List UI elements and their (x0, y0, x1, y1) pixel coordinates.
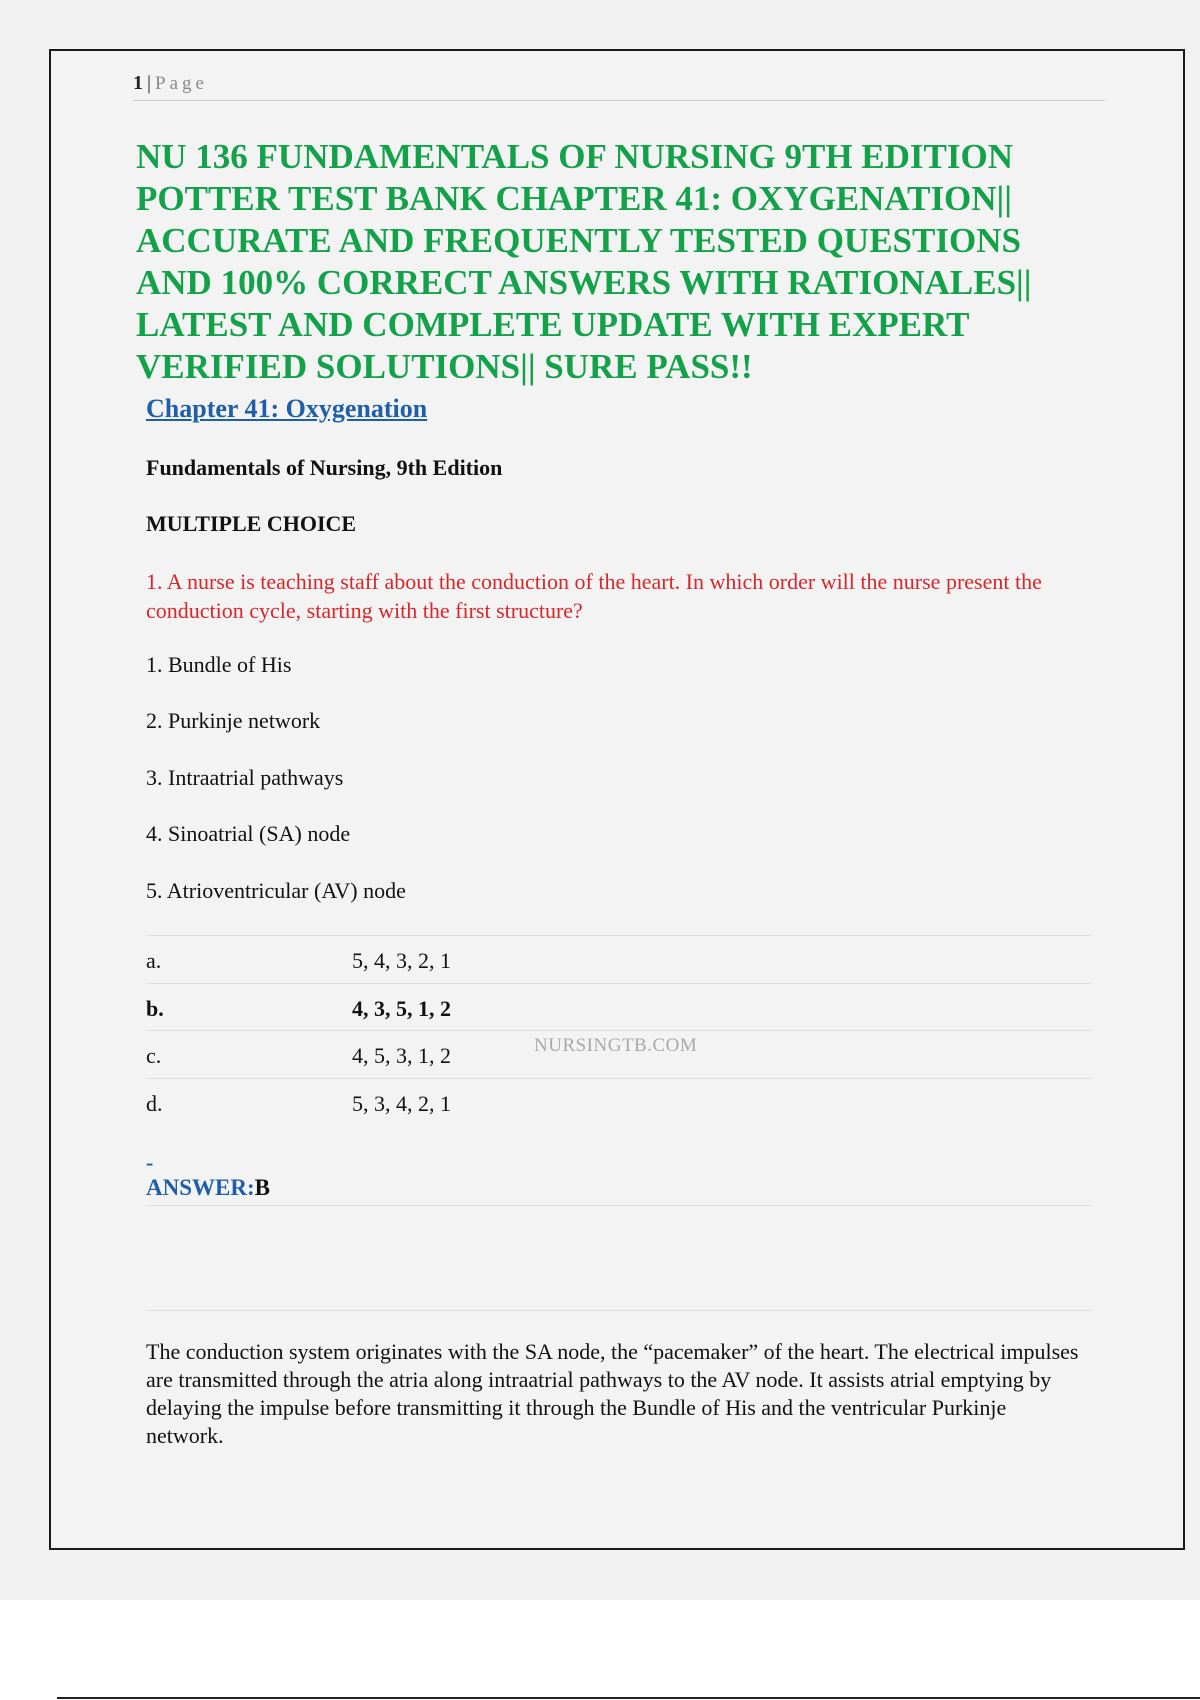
page-label: Page (155, 73, 208, 94)
book-title: Fundamentals of Nursing, 9th Edition (146, 455, 503, 480)
answer-choice-b[interactable] (146, 983, 1091, 1031)
page-number: 1 (133, 72, 143, 94)
choice-value: 5, 3, 4, 2, 1 (352, 1091, 451, 1116)
page-bottom-rule (57, 1697, 1200, 1699)
answer-choice-a[interactable] (146, 935, 1091, 983)
choice-letter: d. (146, 1091, 163, 1116)
choice-letter: c. (146, 1043, 162, 1068)
divider (146, 1205, 1091, 1206)
choice-letter: a. (146, 948, 162, 973)
divider (146, 1310, 1091, 1311)
chapter-link[interactable]: Chapter 41: Oxygenation (146, 394, 428, 423)
answer-label: ANSWER: (146, 1175, 255, 1200)
page-header (133, 72, 1105, 101)
choice-value: 4, 3, 5, 1, 2 (352, 996, 451, 1021)
choice-value: 4, 5, 3, 1, 2 (352, 1043, 451, 1068)
list-item: 3. Intraatrial pathways (146, 765, 344, 790)
answer-choice-d[interactable] (146, 1078, 1091, 1126)
question-text: 1. A nurse is teaching staff about the conduction of the heart. In which order will the nurse present the conduction cycle, starting with the first structure? (146, 569, 1042, 623)
list-item: 4. Sinoatrial (SA) node (146, 821, 351, 846)
list-item: 5. Atrioventricular (AV) node (146, 878, 406, 903)
answer-dash: - (146, 1150, 154, 1175)
watermark: NURSINGTB.COM (534, 1035, 698, 1056)
page-separator: | (147, 72, 152, 94)
choice-value: 5, 4, 3, 2, 1 (352, 948, 451, 973)
rationale-text: The conduction system originates with the SA node, the “pacemaker” of the heart. The electrical impulses are transmitted through the atria along intraatrial pathways to the AV node. It assists atrial emptying by delaying the impulse before transmitting it through the Bundle of His and the ventricular Purkinje network. (146, 1339, 1079, 1448)
answer-line (146, 1175, 270, 1201)
list-item: 2. Purkinje network (146, 708, 321, 733)
section-heading: MULTIPLE CHOICE (146, 511, 357, 536)
document-title: NU 136 FUNDAMENTALS OF NURSING 9TH EDITION POTTER TEST BANK CHAPTER 41: OXYGENATION|| ACCURATE AND FREQUENTLY TESTED QUESTIONS AND 100% CORRECT ANSWERS WITH RATIONALES|| LATEST AND COMPLETE UPDATE WITH EXPERT VERIFIED SOLUTIONS|| SURE PASS!! (136, 137, 1032, 386)
answer-value: B (254, 1175, 270, 1200)
choice-letter: b. (146, 996, 164, 1021)
list-item: 1. Bundle of His (146, 652, 292, 677)
